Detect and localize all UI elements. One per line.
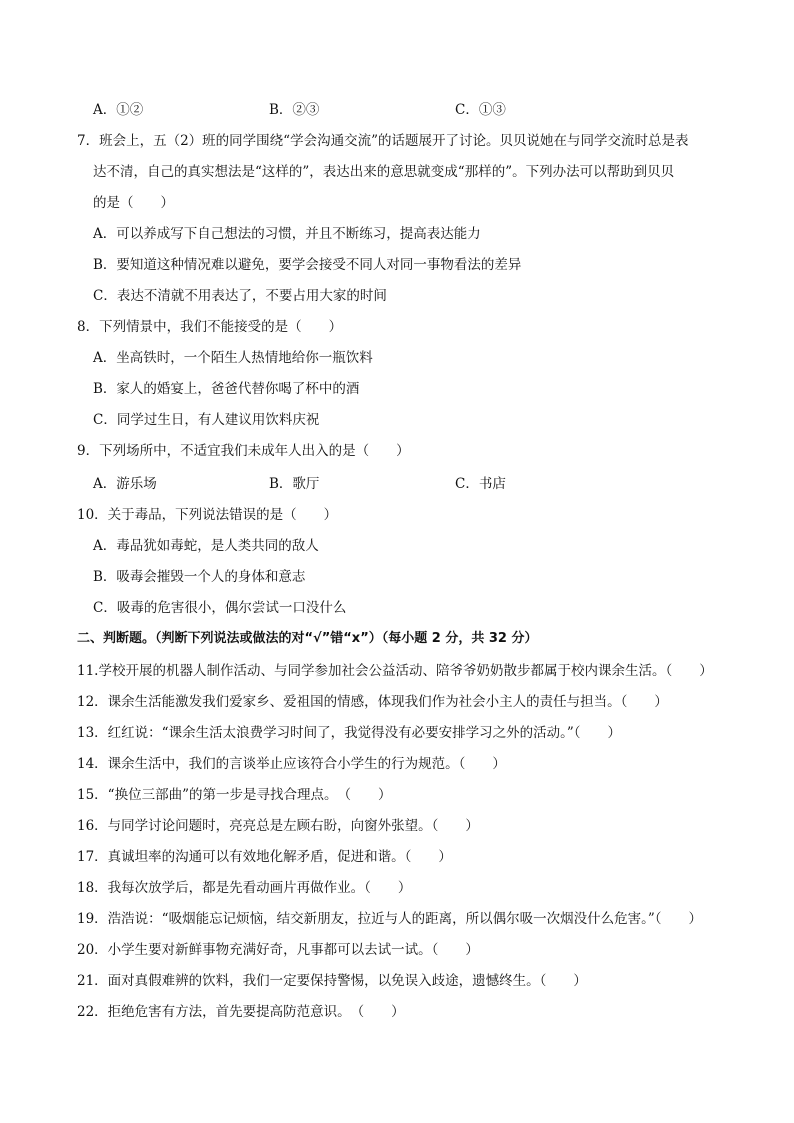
judgment-item-16: 16．与同学讨论问题时，亮亮总是左顾右盼，向窗外张望。（ ）	[77, 818, 479, 834]
judgment-item-22: 22．拒绝危害有方法，首先要提高防范意识。 （ ）	[77, 1004, 405, 1020]
judgment-item-15: 15．“换位三部曲”的第一步是寻找合理点。 （ ）	[77, 787, 392, 803]
judgment-item-13: 13．红红说：“课余生活太浪费学习时间了，我觉得没有必要安排学习之外的活动。”（ ）	[77, 725, 621, 741]
q9-option-c: C．书店	[455, 476, 506, 492]
q6-option-c: C．①③	[455, 102, 506, 118]
q7-stem-line2: 达不清，自己的真实想法是“这样的”，表达出来的意思就变成“那样的”。下列办法可以帮助到贝贝	[93, 164, 675, 180]
q8-stem: 8．下列情景中，我们不能接受的是（ ）	[77, 319, 343, 335]
judgment-item-11: 11.学校开展的机器人制作活动、与同学参加社会公益活动、陪爷爷奶奶散步都属于校内课余生活。（ ）	[77, 663, 713, 679]
judgment-item-19: 19．浩浩说：“吸烟能忘记烦恼，结交新朋友，拉近与人的距离，所以偶尔吸一次烟没什么危害。”（ ）	[77, 911, 702, 927]
q7-stem-line3: 的是（ ）	[93, 195, 174, 211]
q6-option-b: B．②③	[269, 102, 320, 118]
judgment-item-14: 14．课余生活中，我们的言谈举止应该符合小学生的行为规范。（ ）	[77, 756, 506, 772]
q9-option-b: B．歌厅	[269, 476, 320, 492]
q9-options	[93, 474, 693, 494]
q7-stem-line1: 7．班会上，五（2）班的同学围绕“学会沟通交流”的话题展开了讨论。贝贝说她在与同学交流时总是表	[77, 133, 689, 149]
q10-option-a: A．毒品犹如毒蛇，是人类共同的敌人	[93, 538, 319, 554]
q9-stem: 9．下列场所中，不适宜我们未成年人出入的是（ ）	[77, 443, 410, 459]
q6-options	[93, 100, 693, 120]
q7-option-c: C．表达不清就不用表达了，不要占用大家的时间	[93, 288, 387, 304]
section-heading-judgment: 二、判断题。（判断下列说法或做法的对“√”错“x”）（每小题 2 分，共 32 分）	[77, 631, 538, 646]
judgment-item-12: 12．课余生活能激发我们爱家乡、爱祖国的情感，体现我们作为社会小主人的责任与担当。（ ）	[77, 694, 668, 710]
q8-option-c: C．同学过生日，有人建议用饮料庆祝	[93, 412, 320, 428]
judgment-item-18: 18．我每次放学后，都是先看动画片再做作业。（ ）	[77, 880, 412, 896]
q10-option-c: C．吸毒的危害很小，偶尔尝试一口没什么	[93, 600, 347, 616]
judgment-item-21: 21．面对真假难辨的饮料，我们一定要保持警惕，以免误入歧途，遗憾终生。（ ）	[77, 973, 587, 989]
q8-option-b: B．家人的婚宴上，爸爸代替你喝了杯中的酒	[93, 381, 360, 397]
q7-option-a: A．可以养成写下自己想法的习惯，并且不断练习，提高表达能力	[93, 226, 481, 242]
q9-option-a: A．游乐场	[93, 476, 157, 492]
q8-option-a: A．坐高铁时，一个陌生人热情地给你一瓶饮料	[93, 350, 373, 366]
q6-option-a: A．①②	[93, 102, 144, 118]
judgment-item-17: 17．真诚坦率的沟通可以有效地化解矛盾，促进和谐。（ ）	[77, 849, 452, 865]
q7-option-b: B．要知道这种情况难以避免，要学会接受不同人对同一事物看法的差异	[93, 257, 522, 273]
q10-option-b: B．吸毒会摧毁一个人的身体和意志	[93, 569, 306, 585]
judgment-item-20: 20．小学生要对新鲜事物充满好奇，凡事都可以去试一试。（ ）	[77, 942, 479, 958]
q10-stem: 10．关于毒品，下列说法错误的是（ ）	[77, 507, 338, 523]
